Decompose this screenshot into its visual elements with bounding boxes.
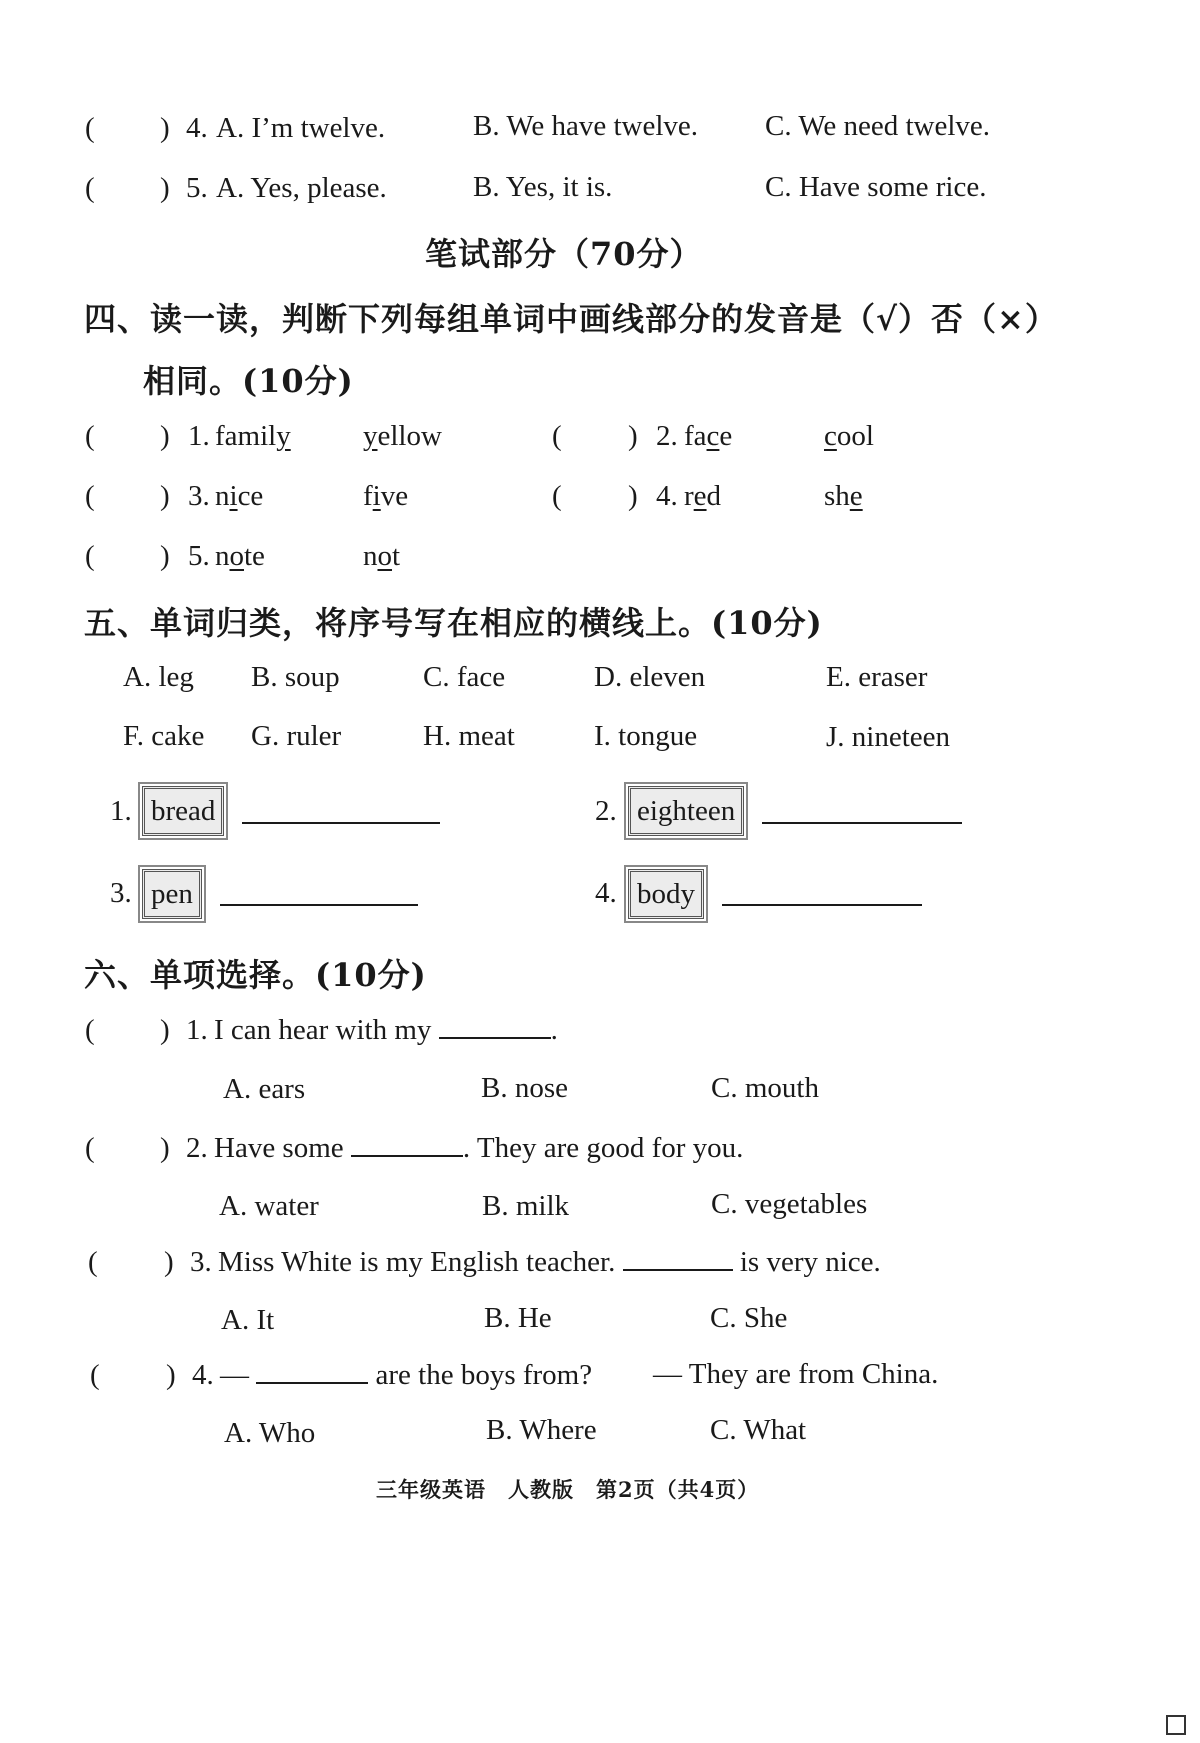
answer-line[interactable] [220,904,418,906]
category-stamp: pen [142,869,202,919]
category-number: 1. [110,795,132,827]
option-c: C. vegetables [711,1188,868,1220]
category-stamp: body [628,869,704,919]
word-bank-item: G. ruler [251,720,342,752]
written-part-title: 笔试部分（70分） [425,235,703,273]
option-c: C. She [710,1302,788,1334]
word-bank-item: I. tongue [594,720,698,752]
category-number: 2. [595,795,617,827]
word-1: nice [215,480,264,512]
question-number: 4. [186,112,208,144]
question-stem: Have some . They are good for you. [214,1132,744,1164]
answer-paren-close: ) [160,480,170,512]
fill-blank[interactable] [623,1268,733,1271]
question-number: 1. [186,1014,208,1046]
answer-paren-open[interactable]: ( [85,1014,95,1046]
fill-blank[interactable] [256,1381,368,1384]
word-bank-item: H. meat [423,720,515,752]
word-2: yellow [363,420,442,452]
question-number: 1. [188,420,210,452]
answer-paren-close: ) [160,1132,170,1164]
answer-paren-close: ) [628,480,638,512]
option-b: B. Yes, it is. [473,171,613,203]
word-bank-item: J. nineteen [826,721,951,753]
answer-paren-open[interactable]: ( [552,480,562,512]
option-c: C. mouth [711,1072,819,1104]
category-number: 3. [110,877,132,909]
answer-paren-close: ) [628,420,638,452]
answer-paren-open[interactable]: ( [85,172,95,204]
option-b: B. milk [482,1190,570,1222]
category-stamp: eighteen [628,786,744,836]
answer-paren-close: ) [166,1359,176,1391]
qr-code-icon [1166,1715,1186,1735]
question-number: 4. [656,480,678,512]
option-a: A. ears [223,1073,306,1105]
answer-line[interactable] [762,822,962,824]
answer-paren-close: ) [160,540,170,572]
answer-paren-close: ) [160,1014,170,1046]
fill-blank[interactable] [439,1036,551,1039]
section4-title-cont: 相同。(10分) [143,362,354,400]
dialogue-answer: — They are from China. [653,1358,939,1390]
answer-paren-open[interactable]: ( [85,112,95,144]
word-1: face [684,420,733,452]
question-number: 3. [190,1246,212,1278]
word-1: family [215,420,291,452]
page-footer: 三年级英语 人教版 第2页（共4页） [376,1477,760,1502]
option-b: B. We have twelve. [473,110,699,142]
question-stem: — are the boys from? [220,1359,593,1391]
option-b: B. He [484,1302,552,1334]
option-a: A. water [219,1190,319,1222]
word-bank-item: B. soup [251,661,340,693]
question-number: 3. [188,480,210,512]
category-number: 4. [595,877,617,909]
word-2: five [363,480,409,512]
word-bank-item: C. face [423,661,506,693]
word-1: red [684,480,722,512]
section5-title: 五、单词归类，将序号写在相应的横线上。(10分) [84,604,823,642]
word-bank-item: F. cake [123,720,205,752]
section6-title: 六、单项选择。(10分) [84,956,427,994]
word-bank-item: D. eleven [594,661,706,693]
word-1: note [215,540,265,572]
option-c: C. Have some rice. [765,171,987,203]
option-c: C. What [710,1414,807,1446]
option-a: A. Who [224,1417,316,1449]
word-2: not [363,540,401,572]
answer-paren-open[interactable]: ( [88,1246,98,1278]
answer-paren-close: ) [160,420,170,452]
option-a: A. I’m twelve. [216,112,386,144]
option-a: A. It [221,1304,275,1336]
answer-paren-close: ) [164,1246,174,1278]
answer-paren-open[interactable]: ( [90,1359,100,1391]
word-bank-item: E. eraser [826,661,928,693]
answer-paren-open[interactable]: ( [552,420,562,452]
question-stem: I can hear with my . [214,1014,558,1046]
answer-paren-open[interactable]: ( [85,420,95,452]
option-b: B. Where [486,1414,597,1446]
question-stem: Miss White is my English teacher. is very nice. [218,1246,881,1278]
word-2: she [824,480,863,512]
answer-paren-open[interactable]: ( [85,540,95,572]
section4-title: 四、读一读，判断下列每组单词中画线部分的发音是（√）否（×） [84,300,1058,338]
answer-paren-close: ) [160,112,170,144]
answer-line[interactable] [722,904,922,906]
word-2: cool [824,420,874,452]
option-b: B. nose [481,1072,568,1104]
question-number: 2. [186,1132,208,1164]
answer-line[interactable] [242,822,440,824]
question-number: 2. [656,420,678,452]
question-number: 5. [188,540,210,572]
option-c: C. We need twelve. [765,110,991,142]
answer-paren-close: ) [160,172,170,204]
question-number: 5. [186,172,208,204]
category-stamp: bread [142,786,224,836]
word-bank-item: A. leg [123,661,194,693]
answer-paren-open[interactable]: ( [85,1132,95,1164]
option-a: A. Yes, please. [216,172,387,204]
question-number: 4. [192,1359,214,1391]
answer-paren-open[interactable]: ( [85,480,95,512]
fill-blank[interactable] [351,1154,463,1157]
